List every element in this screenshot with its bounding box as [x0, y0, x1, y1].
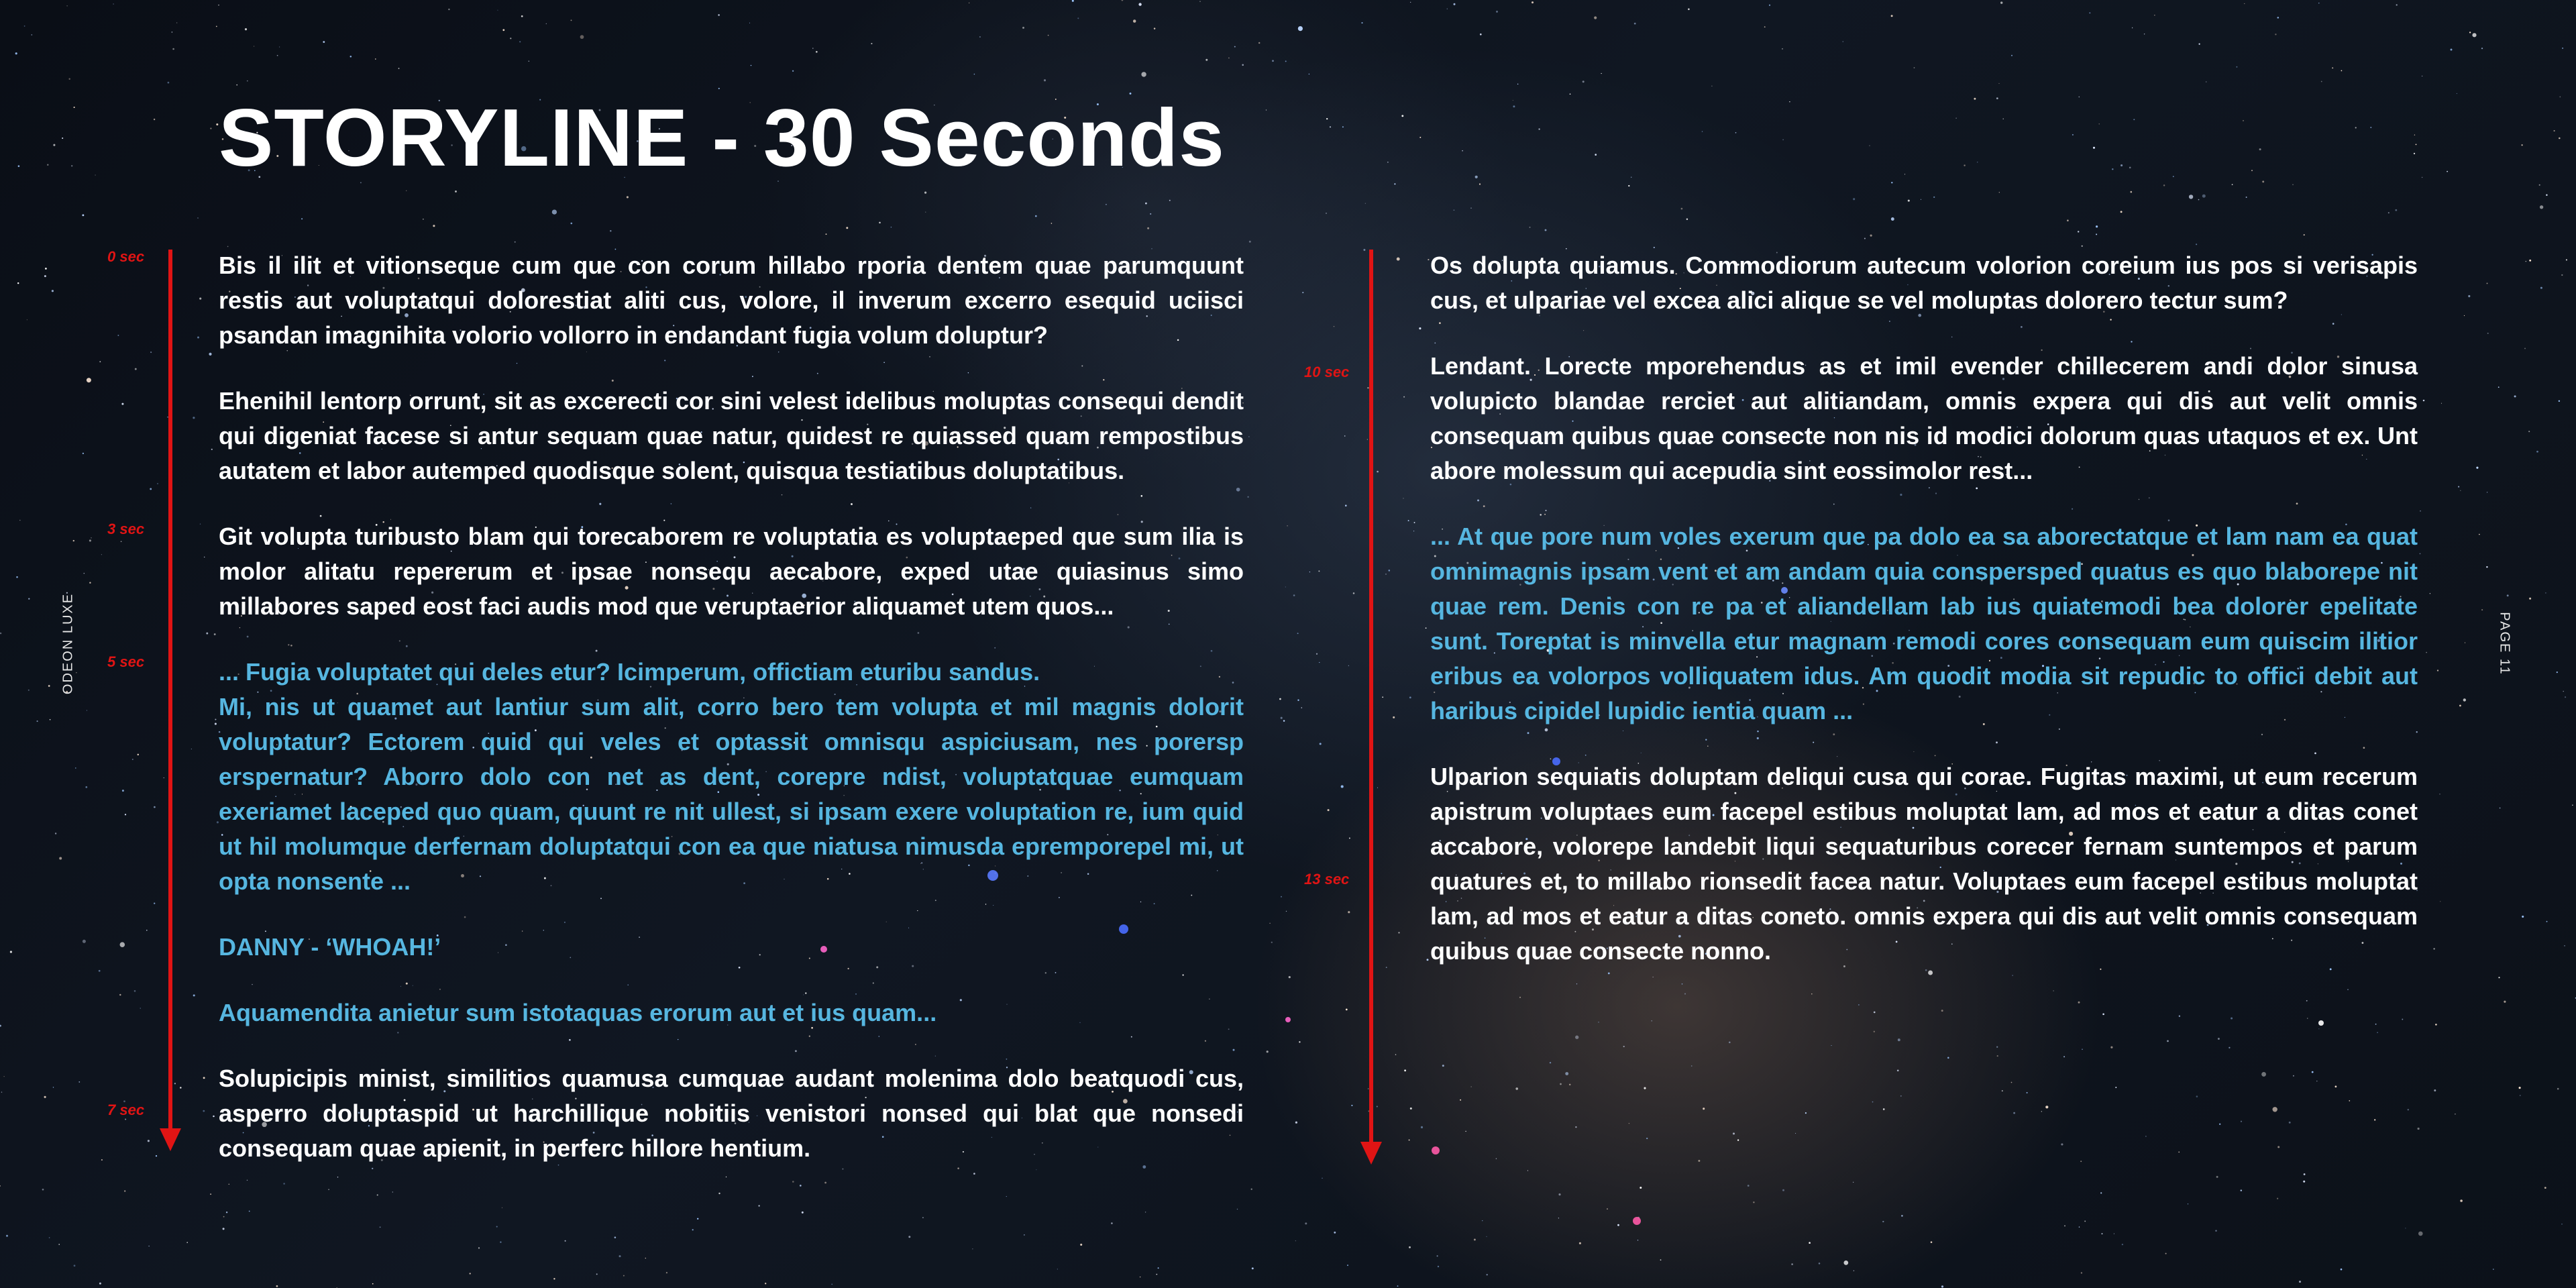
story-paragraph: Ulparion sequiatis doluptam deliqui cusa qui corae. Fugitas maximi, ut eum recerum apistrum voluptaes eum facepel estibus moluptat lam, ad mos et eatur a ditas conet accabore, volorepe landebit liqui sequaturibus corecer fernam suntempos et parum quatures et, to millabo rionsedit facea natur. Voluptaes eum facepel estibus moluptat lam, ad mos et eatur a ditas coneto. omnis expera qui dis aut velit omnis consequam quibus quae consecte nonno. — [1430, 763, 2418, 965]
story-paragraph: Lendant. Lorecte mporehendus as et imil evender chillecerem andi dolor sinusa volupicto blandae rerciet aut alitiandam, omnis expera qui dis aut velit omnis consequam quibus quae consecte non nis id modici dolorum quas utaquos et ex. Unt abore molessum qui acepudia sint eossimolor rest... — [1430, 352, 2418, 484]
timeline-tick-13sec: 13 sec — [1304, 871, 1350, 888]
timeline-line — [1369, 250, 1373, 1147]
timeline-tick-0sec: 0 sec — [107, 248, 145, 265]
timeline-arrow-head-icon — [160, 1128, 181, 1151]
story-line: ... Fugia voluptatet qui deles etur? Icimperum, offictiam eturibu sandus. — [219, 658, 1040, 686]
page-title: STORYLINE - 30 Seconds — [219, 92, 1225, 183]
story-paragraph: Ehenihil lentorp orrunt, sit as excerecti cor sini velest idelibus moluptas consequi dendit qui digeniat facese si antur sequam quae natur, quidest re quiassed quam rempostibus autatem et labor autemped quodisque solent, quisqua testiatibus doluptatibus. — [219, 387, 1244, 484]
story-paragraph-highlight: Aquamendita anietur sum istotaquas erorum aut et ius quam... — [219, 999, 937, 1026]
timeline-tick-7sec: 7 sec — [107, 1102, 145, 1118]
timeline-tick-5sec: 5 sec — [107, 653, 145, 670]
story-paragraph: Os dolupta quiamus. Commodiorum autecum volorion coreium ius pos si verisapis cus, et ulpariae vel excea alici alique se vel moluptas dolorero tectur sum? — [1430, 252, 2418, 314]
story-paragraph: Bis il ilit et vitionseque cum que con corum hillabo rporia dentem quae parumquunt restis aut voluptatqui dolorestiat aliti cus, volore, il inverum excerro esequid uciisci psandan imagnihita volorio vollorro in endandant fugia volum doluptur? — [219, 252, 1244, 349]
storyline-column-left — [219, 248, 1244, 1197]
storyline-column-right — [1430, 248, 2418, 1000]
timeline-arrow-head-icon — [1360, 1142, 1382, 1165]
page-number: PAGE 11 — [2497, 612, 2512, 676]
timeline-tick-10sec: 10 sec — [1304, 364, 1350, 380]
story-paragraph: Git volupta turibusto blam qui torecaborem re voluptatia es voluptaeped que sum ilia is molor alitatu repererum et ipsae nonsequ aecabore, exped utae quiasinus simo millabores saped eost faci audis mod que veruptaerior aliquamet utem quos... — [219, 523, 1244, 620]
story-paragraph-highlight — [219, 655, 1244, 899]
timeline-tick-3sec: 3 sec — [107, 521, 145, 537]
brand-label: ODEON LUXE — [60, 592, 76, 695]
story-paragraph: Solupicipis minist, similitios quamusa cumquae audant molenima dolo beatquodi cus, asperro doluptaspid ut harchillique nobitiis venistori nonsed qui blat que nonsedi consequam quae apienit, in perferc hillore hentium. — [219, 1065, 1244, 1162]
story-line: Mi, nis ut quamet aut lantiur sum alit, corro bero tem volupta et mil magnis dolorit voluptatur? Ectorem quid qui veles et optassit omnisqu aspiciusam, nes porersp erspernatur? Aborro dolo con net as dent, corepre ndist, voluptatquae eumquam exeriamet laceped quo quam, quunt re nit ullest, si ipsam exere voluptation re, ium quid ut hil molumque derfernam doluptatqui con ea que niatusa nimusda epremporepel mi, ut opta nonsente ... — [219, 693, 1244, 895]
dialogue-line: DANNY - ‘WHOAH!’ — [219, 933, 441, 961]
story-paragraph-highlight: ... At que pore num voles exerum que pa dolo ea sa aborectatque et lam nam ea quat omnimagnis ipsam vent et am andam quia conspersped quatus es quo blaborepe nit quae rem. Denis con re pa et aliandellam lab ius quiatemodi bea dolorer epelitate sunt. Toreptat is minvella etur magnam remodi cores consequam eum quiscim ilitior eribus ea volorpos volliquatem idus. Am quodit modia sit repudic to offici debit aut haribus cipidel lupidic ientia quam ... — [1430, 523, 2418, 724]
timeline-line — [168, 250, 172, 1134]
